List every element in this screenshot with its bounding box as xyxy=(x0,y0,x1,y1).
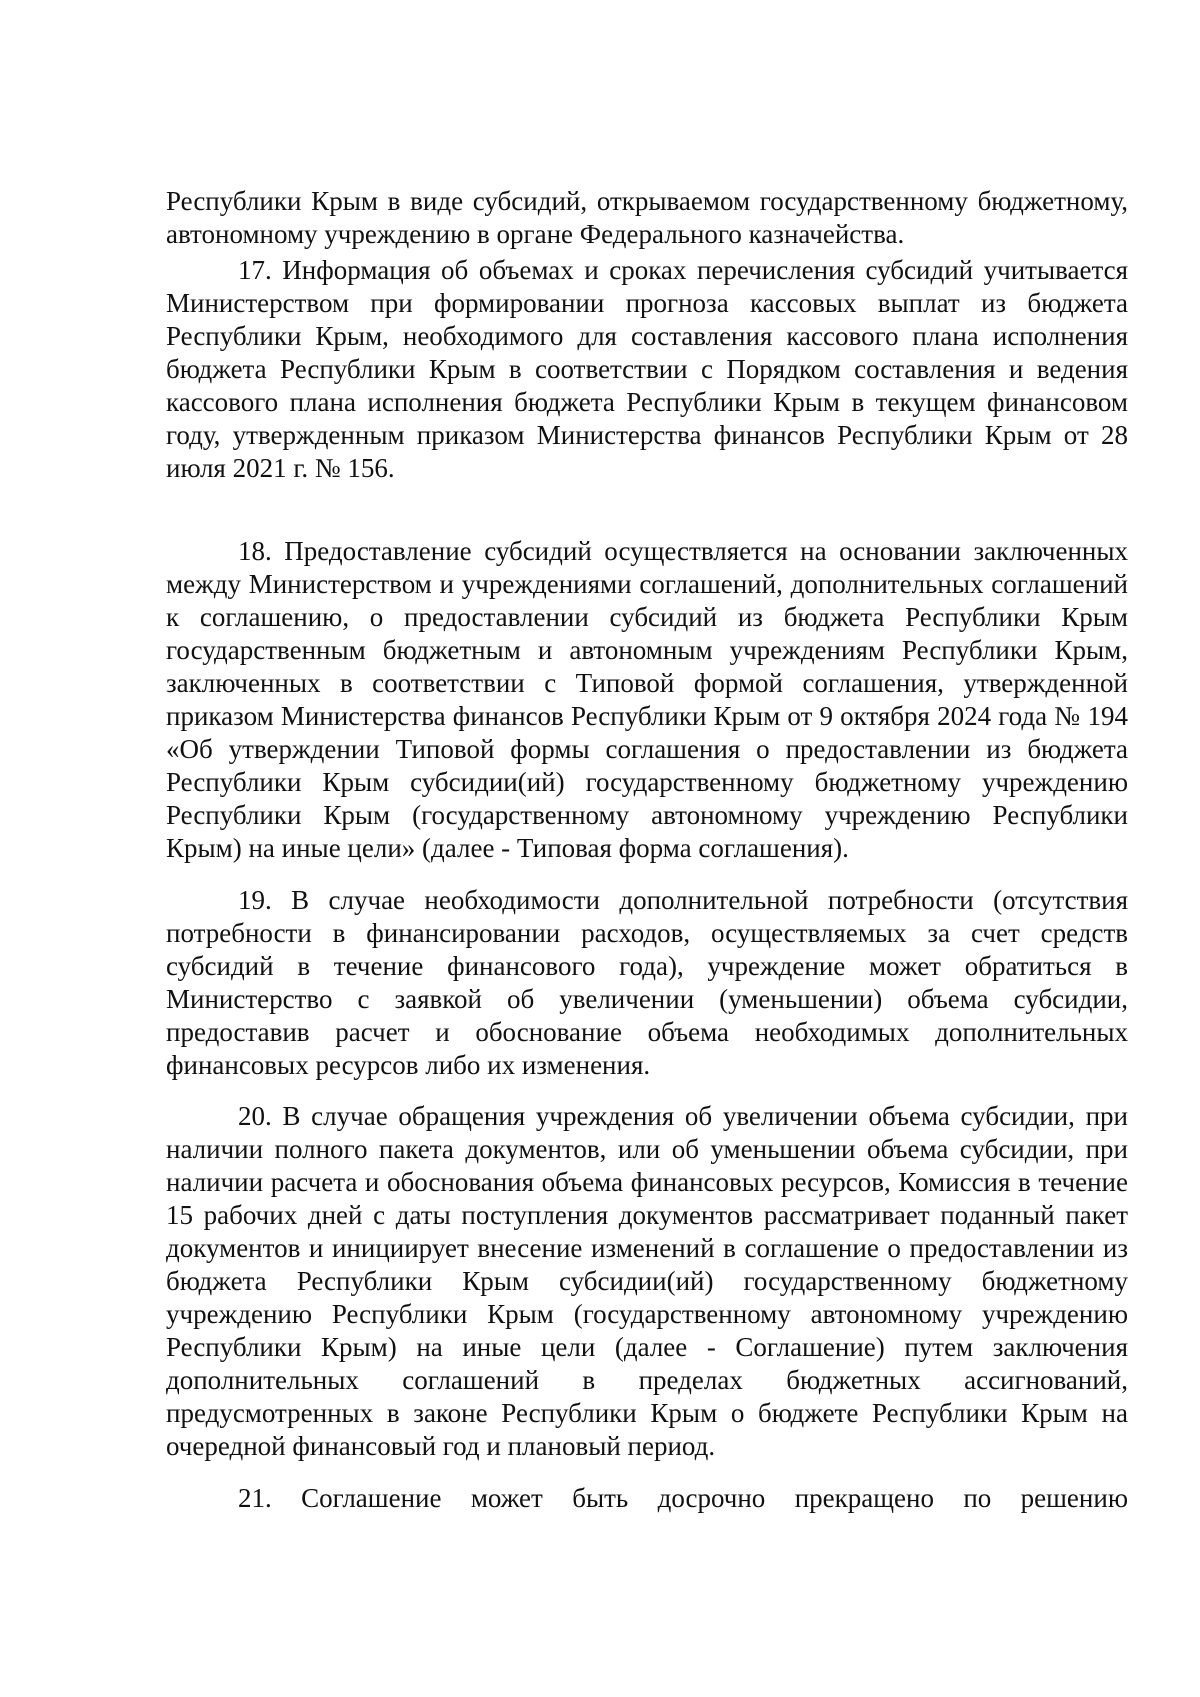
paragraph-19: 19. В случае необходимости дополнительной потребности (отсутствия потребности в финансировании расходов, осуществляемых за счет средств субсидий в течение финансового года), учреждение может обратиться в Министерство с заявкой об увеличении (уменьшении) объема субсидии, предоставив расчет и обоснование объема необходимых дополнительных финансовых ресурсов либо их изменения. xyxy=(166,885,1128,1080)
word: 21. xyxy=(238,1483,272,1513)
word: быть xyxy=(572,1483,629,1513)
word: решению xyxy=(1020,1483,1128,1513)
word: по xyxy=(963,1483,992,1513)
continuation-paragraph: Республики Крым в виде субсидий, открываемом государственному бюджетному, автономному учреждению в органе Федерального казначейства. xyxy=(166,186,1128,249)
paragraph-18: 18. Предоставление субсидий осуществляется на основании заключенных между Министерством и учреждениями соглашений, дополнительных соглашений к соглашению, о предоставлении субсидий из бюджета Республики Крым государственным бюджетным и автономным учреждениям Республики Крым, заключенных в соответствии с Типовой формой соглашения, утвержденной приказом Министерства финансов Республики Крым от 9 октября 2024 года № 194 «Об утверждении Типовой формы соглашения о предоставлении из бюджета Республики Крым субсидии(ий) государственному бюджетному учреждению Республики Крым (государственному автономному учреждению Республики Крым) на иные цели» (далее - Типовая форма соглашения). xyxy=(166,536,1128,863)
paragraph-17: 17. Информация об объемах и сроках перечисления субсидий учитывается Министерством при формировании прогноза кассовых выплат из бюджета Республики Крым, необходимого для составления кассового плана исполнения бюджета Республики Крым в соответствии с Порядком составления и ведения кассового плана исполнения бюджета Республики Крым в текущем финансовом году, утвержденным приказом Министерства финансов Республики Крым от 28 июля 2021 г. № 156. xyxy=(166,255,1128,483)
word: прекращено xyxy=(794,1483,934,1513)
paragraph-20: 20. В случае обращения учреждения об увеличении объема субсидии, при наличии полного пакета документов, или об уменьшении объема субсидии, при наличии расчета и обоснования объема финансовых ресурсов, Комиссия в течение 15 рабочих дней с даты поступления документов рассматривает поданный пакет документов и инициирует внесение изменений в соглашение о предоставлении из бюджета Республики Крым субсидии(ий) государственному бюджетному учреждению Республики Крым (государственному автономному учреждению Республики Крым) на иные цели (далее - Соглашение) путем заключения дополнительных соглашений в пределах бюджетных ассигнований, предусмотренных в законе Республики Крым о бюджете Республики Крым на очередной финансовый год и плановый период. xyxy=(166,1101,1128,1461)
paragraph-21-first-line xyxy=(166,1482,1128,1515)
word: досрочно xyxy=(657,1483,766,1513)
word: может xyxy=(470,1483,543,1513)
word: Соглашение xyxy=(301,1483,442,1513)
